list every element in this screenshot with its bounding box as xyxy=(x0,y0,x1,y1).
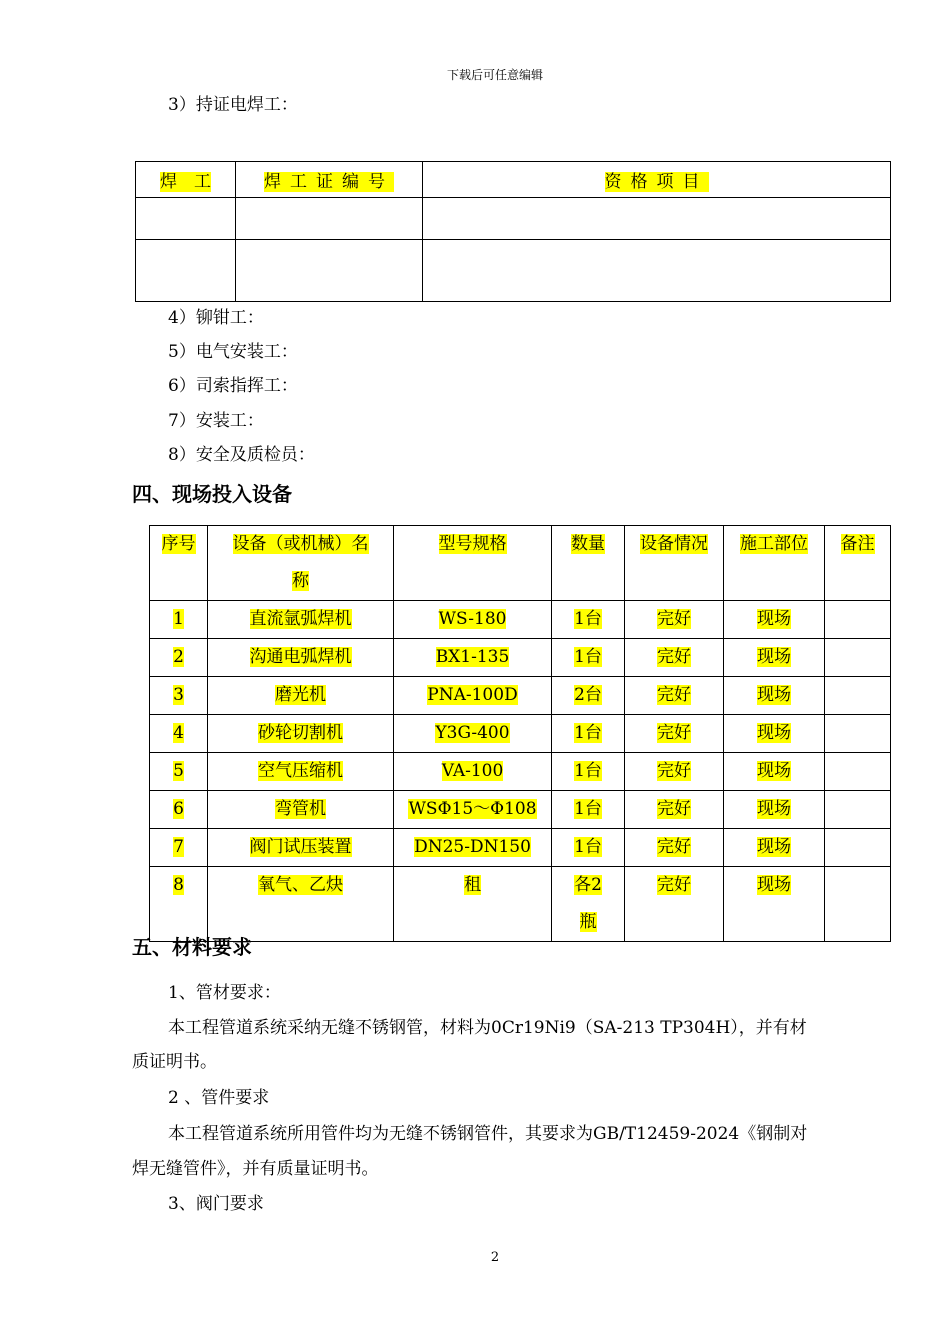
header-cert-no: 焊工证编号 xyxy=(264,172,394,192)
cell-quantity: 1台 xyxy=(574,723,602,743)
equipment-header-row xyxy=(150,526,891,601)
table-row xyxy=(150,639,891,677)
table-row xyxy=(150,829,891,867)
cell-remarks xyxy=(825,829,891,867)
header-note: 下载后可任意编辑 xyxy=(446,68,543,82)
cell-name: 磨光机 xyxy=(275,685,326,705)
cell-seq: 8 xyxy=(173,875,184,895)
cell-seq: 3 xyxy=(173,685,184,705)
cell-quantity: 1台 xyxy=(574,647,602,667)
cell-location: 现场 xyxy=(757,837,791,857)
cell-name: 直流氩弧焊机 xyxy=(249,609,352,629)
cell-remarks xyxy=(825,601,891,639)
header-equipment-name-line2: 称 xyxy=(292,571,309,591)
cell-model: WSΦ15～Φ108 xyxy=(408,799,537,819)
section-5-title: 五、材料要求 xyxy=(132,935,252,959)
welder-row xyxy=(136,240,891,302)
cell-quantity: 各2 xyxy=(574,875,602,895)
table-cell xyxy=(136,198,236,240)
role-item: 6）司索指挥工： xyxy=(168,376,298,396)
pipe-requirement-title: 1、管材要求： xyxy=(168,983,281,1003)
role-item: 7）安装工： xyxy=(168,411,264,431)
cell-quantity: 2台 xyxy=(574,685,602,705)
table-cell xyxy=(136,240,236,302)
cell-name: 氧气、乙炔 xyxy=(258,875,343,895)
cell-quantity: 1台 xyxy=(574,799,602,819)
cell-model: BX1-135 xyxy=(435,647,510,667)
table-row xyxy=(150,601,891,639)
cell-condition: 完好 xyxy=(657,761,691,781)
table-row xyxy=(150,715,891,753)
header-location: 施工部位 xyxy=(740,534,808,554)
cell-remarks xyxy=(825,677,891,715)
cell-remarks xyxy=(825,753,891,791)
cell-remarks xyxy=(825,715,891,753)
cell-quantity: 1台 xyxy=(574,609,602,629)
header-remarks: 备注 xyxy=(840,534,875,554)
pipe-requirement-text: 本工程管道系统采纳无缝不锈钢管，材料为0Cr19Ni9（SA-213 TP304H），并有材 xyxy=(168,1018,807,1038)
cell-condition: 完好 xyxy=(657,647,691,667)
cell-model: DN25-DN150 xyxy=(414,837,531,857)
cell-seq: 5 xyxy=(173,761,184,781)
cell-model: VA-100 xyxy=(441,761,504,781)
header-qualification: 资格项目 xyxy=(604,172,709,192)
cell-condition: 完好 xyxy=(657,723,691,743)
cell-name: 沟通电弧焊机 xyxy=(249,647,352,667)
cell-quantity: 1台 xyxy=(574,837,602,857)
cell-remarks xyxy=(825,791,891,829)
fitting-requirement-text: 本工程管道系统所用管件均为无缝不锈钢管件，其要求为GB/T12459-2024《钢制对 xyxy=(168,1124,808,1144)
header-model: 型号规格 xyxy=(438,534,507,554)
cell-seq: 4 xyxy=(173,723,184,743)
cell-name: 阀门试压装置 xyxy=(249,837,352,857)
cell-model: WS-180 xyxy=(438,609,507,629)
table-cell xyxy=(423,240,891,302)
table-row xyxy=(150,867,891,942)
cell-remarks xyxy=(825,867,891,942)
equipment-table xyxy=(149,525,891,942)
header-seq: 序号 xyxy=(161,534,196,554)
header-welder: 焊 工 xyxy=(160,172,211,192)
welder-row xyxy=(136,198,891,240)
cell-name: 弯管机 xyxy=(275,799,326,819)
cell-location: 现场 xyxy=(757,761,791,781)
cell-seq: 7 xyxy=(173,837,184,857)
cell-remarks xyxy=(825,639,891,677)
cell-quantity: 1台 xyxy=(574,761,602,781)
cell-location: 现场 xyxy=(757,723,791,743)
cell-location: 现场 xyxy=(757,647,791,667)
cell-model: PNA-100D xyxy=(427,685,518,705)
welder-table xyxy=(135,161,891,302)
table-cell xyxy=(236,198,423,240)
table-row xyxy=(150,791,891,829)
pipe-requirement-text-cont: 质证明书。 xyxy=(132,1052,217,1072)
cell-model: 租 xyxy=(464,875,481,895)
fitting-requirement-title: 2 、管件要求 xyxy=(168,1088,270,1108)
cell-location: 现场 xyxy=(757,685,791,705)
cell-location: 现场 xyxy=(757,799,791,819)
cell-seq: 6 xyxy=(173,799,184,819)
table-row xyxy=(150,753,891,791)
cell-seq: 1 xyxy=(173,609,184,629)
cell-condition: 完好 xyxy=(657,875,691,895)
role-item: 5）电气安装工： xyxy=(168,342,298,362)
cell-location: 现场 xyxy=(757,609,791,629)
role-item: 4）铆钳工： xyxy=(168,308,264,328)
table-cell xyxy=(236,240,423,302)
welder-header-row xyxy=(136,162,891,198)
table-cell xyxy=(423,198,891,240)
cell-condition: 完好 xyxy=(657,799,691,819)
header-condition: 设备情况 xyxy=(640,534,708,554)
header-quantity: 数量 xyxy=(571,534,605,554)
cell-seq: 2 xyxy=(173,647,184,667)
welder-title: 3）持证电焊工： xyxy=(168,95,298,115)
cell-condition: 完好 xyxy=(657,609,691,629)
cell-quantity-line2: 瓶 xyxy=(579,912,597,932)
cell-name: 空气压缩机 xyxy=(258,761,343,781)
role-item: 8）安全及质检员： xyxy=(168,445,315,465)
fitting-requirement-text-cont: 焊无缝管件》，并有质量证明书。 xyxy=(132,1159,379,1179)
page-number: 2 xyxy=(490,1250,500,1265)
cell-condition: 完好 xyxy=(657,837,691,857)
header-equipment-name: 设备（或机械）名 xyxy=(232,534,369,554)
cell-name: 砂轮切割机 xyxy=(258,723,343,743)
cell-condition: 完好 xyxy=(657,685,691,705)
valve-requirement-title: 3、阀门要求 xyxy=(168,1194,264,1214)
table-row xyxy=(150,677,891,715)
cell-model: Y3G-400 xyxy=(435,723,510,743)
section-4-title: 四、现场投入设备 xyxy=(132,482,292,506)
cell-location: 现场 xyxy=(757,875,791,895)
